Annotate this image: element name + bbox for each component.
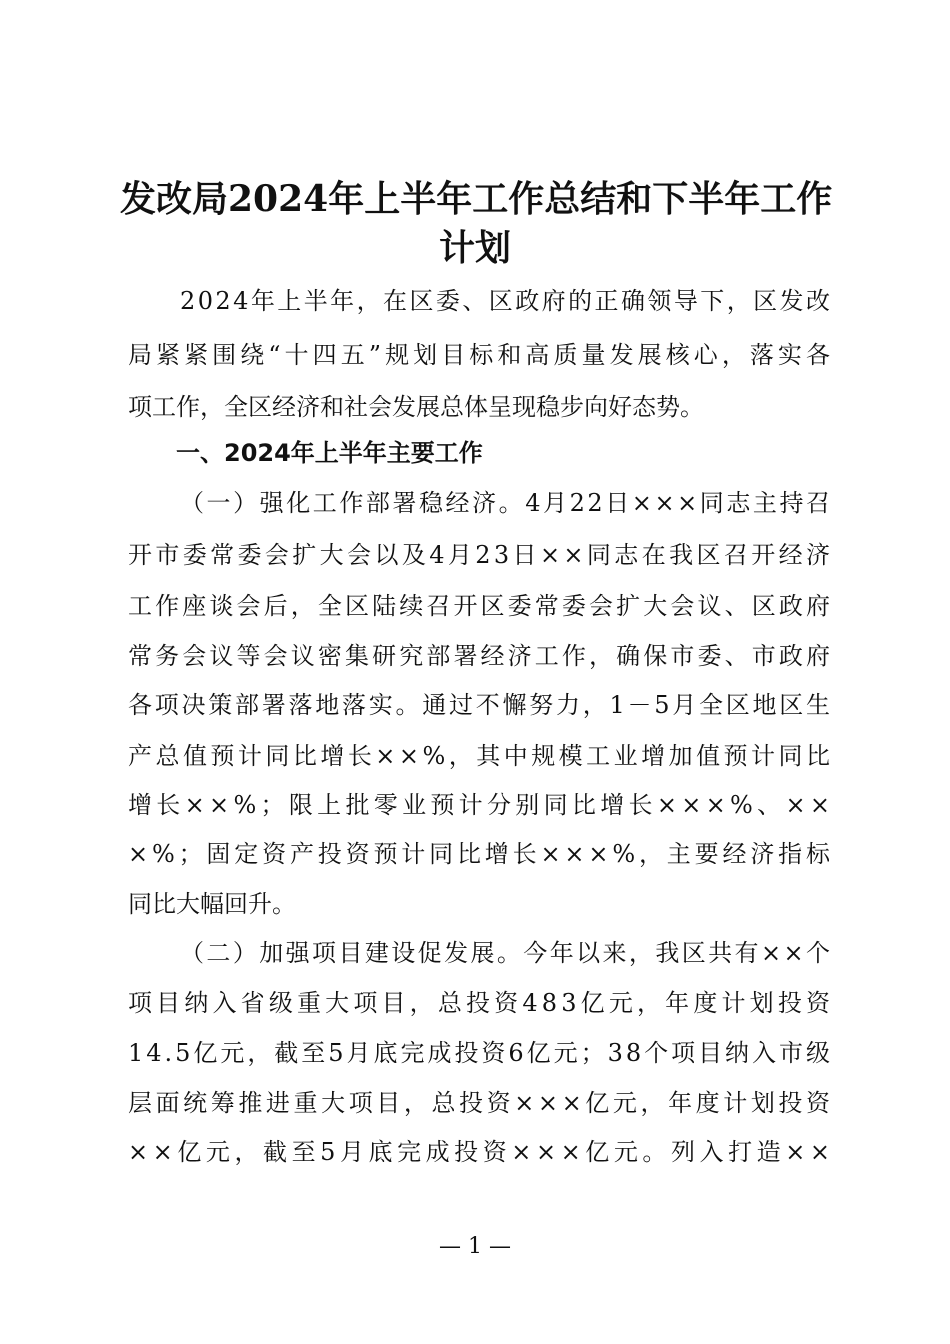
intro-line: 2024年上半年，在区委、区政府的正确领导下，区发改	[180, 287, 833, 315]
intro-line: 项工作，全区经济和社会发展总体呈现稳步向好态势。	[128, 393, 704, 421]
paragraph-line: 各项决策部署落地落实。通过不懈努力，1－5月全区地区生	[128, 691, 833, 719]
intro-line: 局紧紧围绕“十四五”规划目标和高质量发展核心，落实各	[128, 341, 835, 369]
paragraph-line: （一）强化工作部署稳经济。4月22日×××同志主持召	[180, 489, 833, 517]
paragraph-line: 常务会议等会议密集研究部署经济工作，确保市委、市政府	[128, 642, 834, 670]
paragraph-line: 工作座谈会后，全区陆续召开区委常委会扩大会议、区政府	[128, 592, 834, 620]
paragraph-line: 增长××%；限上批零业预计分别同比增长×××%、××	[128, 791, 835, 819]
page-number: — 1 —	[439, 1234, 511, 1259]
paragraph-line: 同比大幅回升。	[128, 890, 296, 918]
paragraph-line: 产总值预计同比增长××%，其中规模工业增加值预计同比	[128, 742, 834, 770]
paragraph-line: 开市委常委会扩大会以及4月23日××同志在我区召开经济	[128, 541, 834, 569]
paragraph-line: 项目纳入省级重大项目，总投资483亿元，年度计划投资	[128, 989, 835, 1017]
section-heading: 一、2024年上半年主要工作	[176, 439, 483, 467]
paragraph-line: 层面统筹推进重大项目，总投资×××亿元，年度计划投资	[128, 1089, 834, 1117]
document-title-line-1: 发改局2024年上半年工作总结和下半年工作	[120, 178, 833, 220]
document-title-line-2: 计划	[438, 227, 511, 269]
paragraph-line: （二）加强项目建设促发展。今年以来，我区共有××个	[180, 939, 833, 967]
paragraph-line: ×%；固定资产投资预计同比增长×××%，主要经济指标	[128, 840, 834, 868]
paragraph-line: ××亿元，截至5月底完成投资×××亿元。列入打造××	[128, 1138, 835, 1166]
paragraph-line: 14.5亿元，截至5月底完成投资6亿元；38个项目纳入市级	[128, 1039, 833, 1067]
